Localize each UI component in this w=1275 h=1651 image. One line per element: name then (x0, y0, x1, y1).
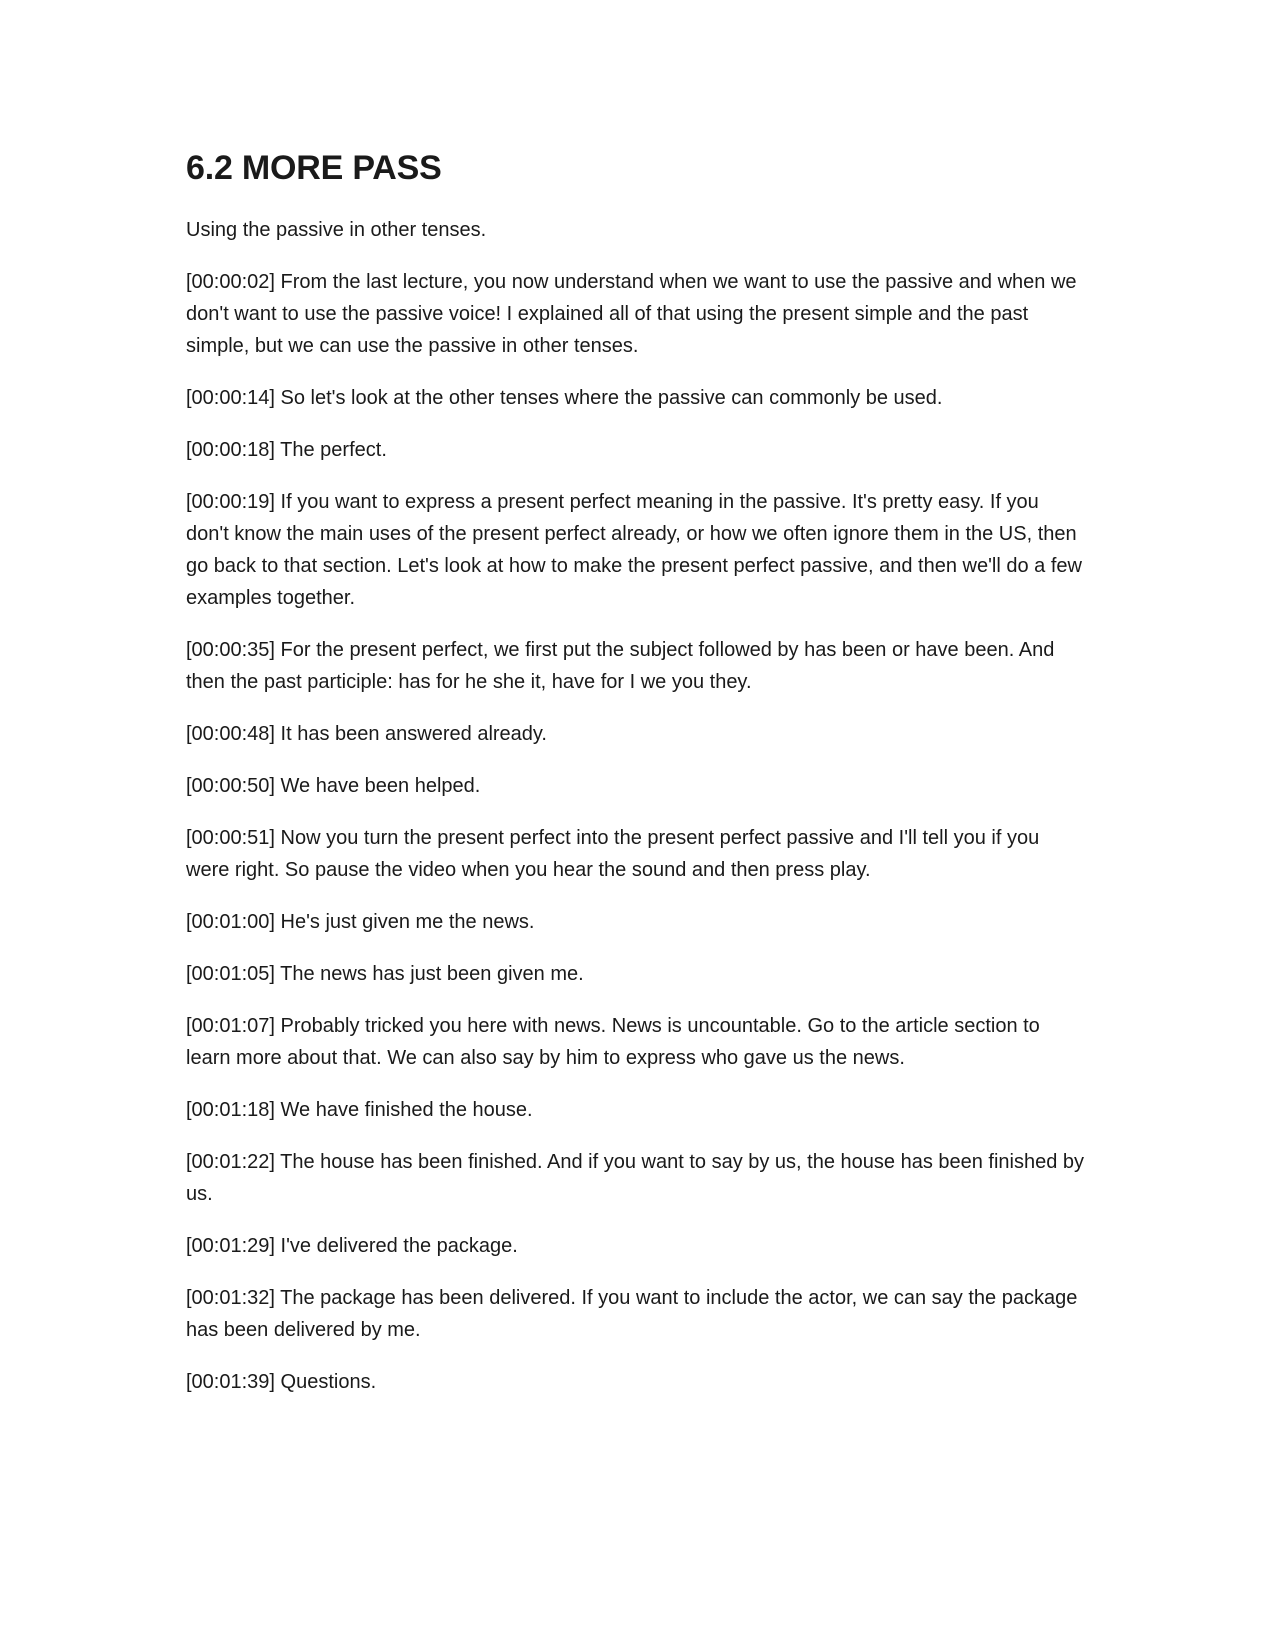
transcript-paragraph: [00:00:51] Now you turn the present perfect into the present perfect passive and I'll tell you if you were right. So pause the video when you hear the sound and then press play. (186, 827, 1040, 881)
transcript-paragraph: [00:00:18] The perfect. (186, 439, 387, 461)
transcript-paragraph: [00:00:48] It has been answered already. (186, 723, 547, 745)
transcript-paragraph: [00:01:29] I've delivered the package. (186, 1235, 518, 1257)
transcript-paragraph: [00:00:35] For the present perfect, we first put the subject followed by has been or have been. And then the past participle: has for he she it, have for I we you they. (186, 639, 1055, 693)
subtitle: Using the passive in other tenses. (186, 219, 487, 241)
document-page (186, 148, 1086, 1418)
transcript-paragraph: [00:01:22] The house has been finished. And if you want to say by us, the house has been finished by us. (186, 1151, 1085, 1205)
transcript-paragraph: [00:01:18] We have finished the house. (186, 1099, 533, 1121)
transcript-paragraph: [00:01:32] The package has been delivered. If you want to include the actor, we can say the package has been delivered by me. (186, 1287, 1078, 1341)
transcript-paragraph: [00:01:05] The news has just been given me. (186, 963, 584, 985)
page-title: 6.2 MORE PASS (186, 149, 442, 187)
transcript-paragraph: [00:00:50] We have been helped. (186, 775, 481, 797)
transcript-paragraph: [00:01:07] Probably tricked you here with news. News is uncountable. Go to the article section to learn more about that. We can also say by him to express who gave us the news. (186, 1015, 1040, 1069)
transcript-paragraph: [00:00:14] So let's look at the other tenses where the passive can commonly be used. (186, 387, 943, 409)
transcript-paragraph: [00:00:19] If you want to express a present perfect meaning in the passive. It's pretty easy. If you don't know the main uses of the present perfect already, or how we often ignore them in the US, then go back to that section. Let's look at how to make the present perfect passive, and then we'll do a few examples together. (186, 491, 1082, 609)
transcript-paragraph: [00:01:39] Questions. (186, 1371, 377, 1393)
transcript-paragraph: [00:01:00] He's just given me the news. (186, 911, 535, 933)
transcript-paragraph: [00:00:02] From the last lecture, you now understand when we want to use the passive and when we don't want to use the passive voice! I explained all of that using the present simple and the past simple, but we can use the passive in other tenses. (186, 271, 1077, 357)
